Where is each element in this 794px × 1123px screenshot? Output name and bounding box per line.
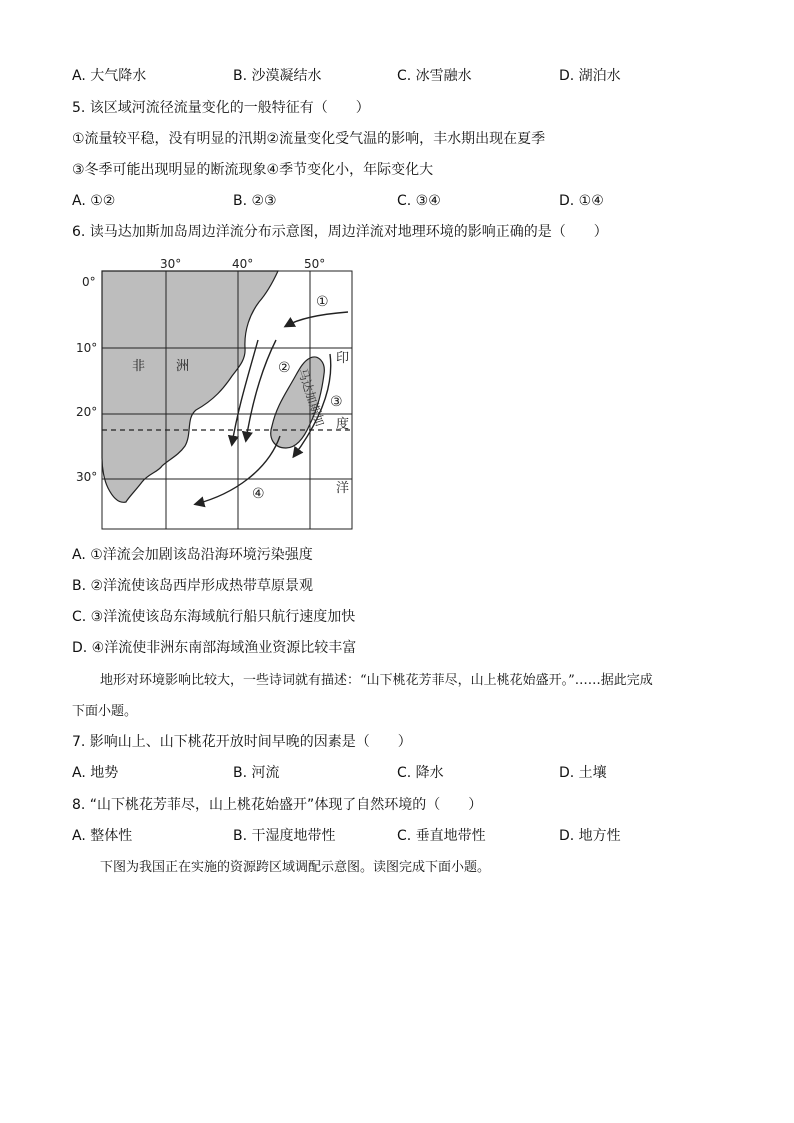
- q7-option-b[interactable]: B. 河流: [233, 765, 280, 781]
- q6-option-a[interactable]: A. ①洋流会加剧该岛沿海环境污染强度: [72, 547, 313, 563]
- island-label: 马达加斯加: [295, 366, 328, 429]
- ocean-label-3: 洋: [336, 481, 350, 496]
- current-label-4: ④: [252, 486, 265, 502]
- q4-option-d[interactable]: D. 湖泊水: [559, 68, 621, 84]
- q5-option-c[interactable]: C. ③④: [397, 193, 441, 209]
- continent-label-1: 非: [132, 359, 146, 374]
- q8-stem: 8. “山下桃花芳菲尽，山上桃花始盛开”体现了自然环境的（ ）: [72, 797, 483, 813]
- q8-option-c[interactable]: C. 垂直地带性: [397, 828, 486, 844]
- q5-statement-2: ③冬季可能出现明显的断流现象④季节变化小，年际变化大: [72, 162, 434, 178]
- current-label-3: ③: [330, 394, 343, 410]
- q6-option-d[interactable]: D. ④洋流使非洲东南部海域渔业资源比较丰富: [72, 640, 357, 656]
- q8-option-a[interactable]: A. 整体性: [72, 828, 133, 844]
- q6-option-c[interactable]: C. ③洋流使该岛东海域航行船只航行速度加快: [72, 609, 356, 625]
- lon-label-40: 40°: [232, 258, 254, 271]
- q7-option-c[interactable]: C. 降水: [397, 765, 444, 781]
- ocean-label-2: 度: [336, 417, 350, 432]
- current-label-1: ①: [316, 294, 329, 310]
- q5-option-a[interactable]: A. ①②: [72, 193, 116, 209]
- current-2-path: [246, 340, 276, 440]
- q5-statement-1: ①流量较平稳，没有明显的汛期②流量变化受气温的影响，丰水期出现在夏季: [72, 131, 546, 147]
- q7-option-d[interactable]: D. 土壤: [559, 765, 607, 781]
- lat-label-0: 0°: [82, 275, 96, 289]
- q5-option-b[interactable]: B. ②③: [233, 193, 277, 209]
- intro-7-8-line1: 地形对环境影响比较大，一些诗词就有描述：“山下桃花芳菲尽，山上桃花始盛开。”……据此完成: [100, 673, 653, 688]
- q7-stem: 7. 影响山上、山下桃花开放时间早晚的因素是（ ）: [72, 734, 412, 750]
- q6-stem: 6. 读马达加斯加岛周边洋流分布示意图，周边洋流对地理环境的影响正确的是（ ）: [72, 224, 608, 240]
- current-label-2: ②: [278, 360, 291, 376]
- intro-7-8-line2: 下面小题。: [72, 704, 138, 719]
- intro-9: 下图为我国正在实施的资源跨区域调配示意图。读图完成下面小题。: [100, 860, 491, 875]
- lon-label-30: 30°: [160, 258, 182, 271]
- q6-option-b[interactable]: B. ②洋流使该岛西岸形成热带草原景观: [72, 578, 314, 594]
- q5-option-d[interactable]: D. ①④: [559, 193, 604, 209]
- africa-landmass: [102, 271, 278, 502]
- lat-label-30: 30°: [76, 470, 98, 484]
- q4-option-a[interactable]: A. 大气降水: [72, 68, 147, 84]
- current-1-path: [286, 312, 348, 326]
- madagascar-currents-map: [72, 258, 362, 533]
- ocean-label-1: 印: [336, 351, 350, 366]
- q8-option-b[interactable]: B. 干湿度地带性: [233, 828, 336, 844]
- q4-option-b[interactable]: B. 沙漠凝结水: [233, 68, 322, 84]
- q8-option-d[interactable]: D. 地方性: [559, 828, 621, 844]
- lat-label-20: 20°: [76, 405, 98, 419]
- q7-option-a[interactable]: A. 地势: [72, 765, 119, 781]
- lon-label-50: 50°: [304, 258, 326, 271]
- lat-label-10: 10°: [76, 341, 98, 355]
- continent-label-2: 洲: [176, 359, 190, 374]
- q5-stem: 5. 该区域河流径流量变化的一般特征有（ ）: [72, 100, 370, 116]
- q4-option-c[interactable]: C. 冰雪融水: [397, 68, 472, 84]
